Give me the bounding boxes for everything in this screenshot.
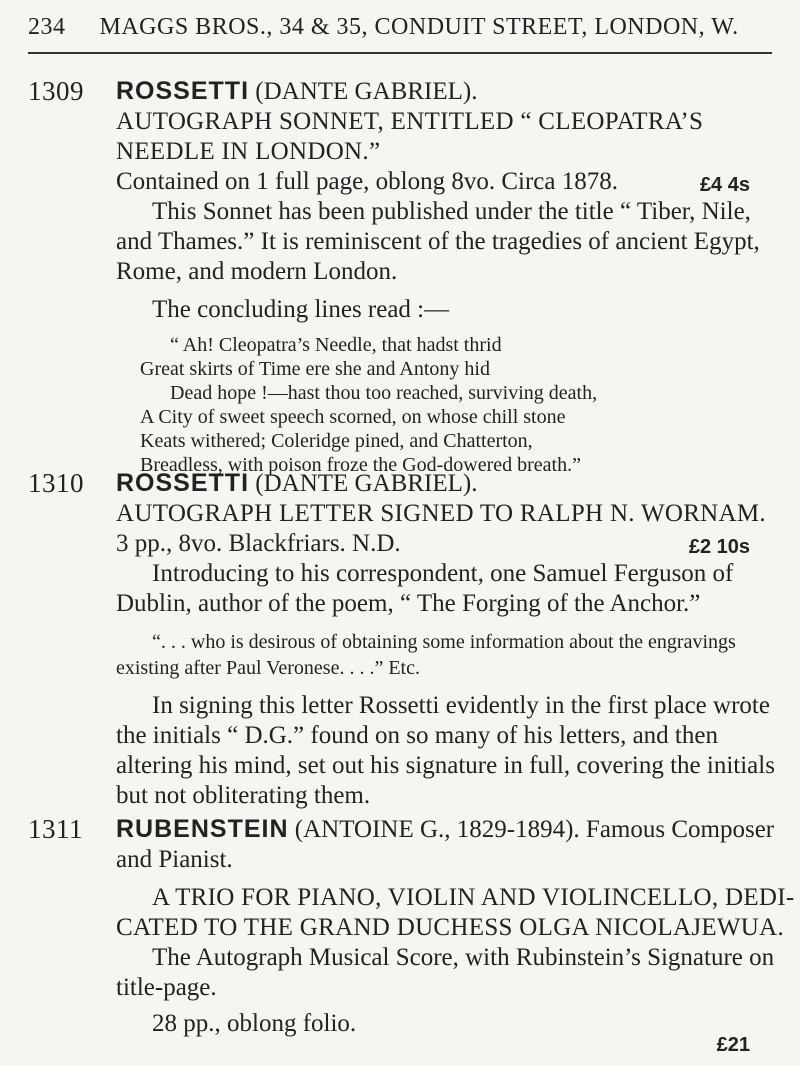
lot-number: 1310 <box>28 468 84 498</box>
poem-quotation <box>140 333 780 477</box>
lot-number: 1309 <box>28 76 84 106</box>
description-paragraph: The Autograph Musical Score, with Rubinstein’s Signature on title-page. <box>116 944 775 1001</box>
item-title-line: NEEDLE IN LONDON.” <box>116 138 381 165</box>
item-details: 28 pp., oblong folio. <box>152 1010 357 1037</box>
letter-quotation: “. . . who is desirous of obtaining some information about the engravings existing after Paul Veronese. . . .” Etc. <box>116 631 736 679</box>
description-paragraph: In signing this letter Rossetti evidently in the first place wrote the initials “ D.G.” found on so many of his letters, and then altering his mind, set out his signature in full, covering the initials but not obliterating them. <box>116 692 775 809</box>
item-details: 3 pp., 8vo. Blackfriars. N.D. <box>116 530 401 557</box>
item-title-line: CATED TO THE GRAND DUCHESS OLGA NICOLAJEWUA. <box>116 914 785 941</box>
author-name: ROSSETTI <box>116 469 250 497</box>
description-paragraph: This Sonnet has been published under the title “ Tiber, Nile, and Thames.” It is reminiscent of the tragedies of ancient Egypt, Rome, and modern London. <box>116 198 760 285</box>
poem-line: Dead hope !—hast thou too reached, surviving death, <box>170 382 598 404</box>
author-name: RUBENSTEIN <box>116 815 289 843</box>
entry-heading <box>116 468 780 499</box>
entry-heading <box>116 814 780 875</box>
page-number: 234 <box>28 14 66 40</box>
poem-line: Great skirts of Time ere she and Antony hid <box>140 358 490 380</box>
price: £2 10s <box>688 536 750 558</box>
running-title: MAGGS BROS., 34 & 35, CONDUIT STREET, LONDON, W. <box>99 14 739 40</box>
poem-line: Keats withered; Coleridge pined, and Chatterton, <box>140 430 533 452</box>
poem-line: Breadless, with poison froze the God-dowered breath.” <box>140 454 581 476</box>
author-details: (DANTE GABRIEL). <box>249 78 478 105</box>
author-details: (DANTE GABRIEL). <box>249 470 478 497</box>
item-title-line: AUTOGRAPH SONNET, ENTITLED “ CLEOPATRA’S <box>116 108 704 135</box>
price: £4 4s <box>699 174 750 196</box>
price: £21 <box>716 1034 750 1056</box>
author-name: ROSSETTI <box>116 77 250 105</box>
page-header <box>28 14 768 41</box>
item-title-line: AUTOGRAPH LETTER SIGNED TO RALPH N. WORNAM. <box>116 500 766 527</box>
item-title-line: A TRIO FOR PIANO, VIOLIN AND VIOLINCELLO, DEDI- <box>152 884 795 911</box>
header-rule <box>28 52 772 54</box>
poem-line: “ Ah! Cleopatra’s Needle, that hadst thrid <box>170 334 502 356</box>
author-details: (ANTOINE G., 1829-1894). Famous Composer and Pianist. <box>116 816 775 873</box>
description-paragraph: The concluding lines read :— <box>152 296 450 323</box>
lot-number: 1311 <box>28 814 83 844</box>
entry-heading <box>116 76 780 107</box>
poem-line: A City of sweet speech scorned, on whose chill stone <box>140 406 566 428</box>
item-details: Contained on 1 full page, oblong 8vo. Circa 1878. <box>116 168 619 195</box>
description-paragraph: Introducing to his correspondent, one Samuel Ferguson of Dublin, author of the poem, “ The Forging of the Anchor.” <box>116 560 734 617</box>
